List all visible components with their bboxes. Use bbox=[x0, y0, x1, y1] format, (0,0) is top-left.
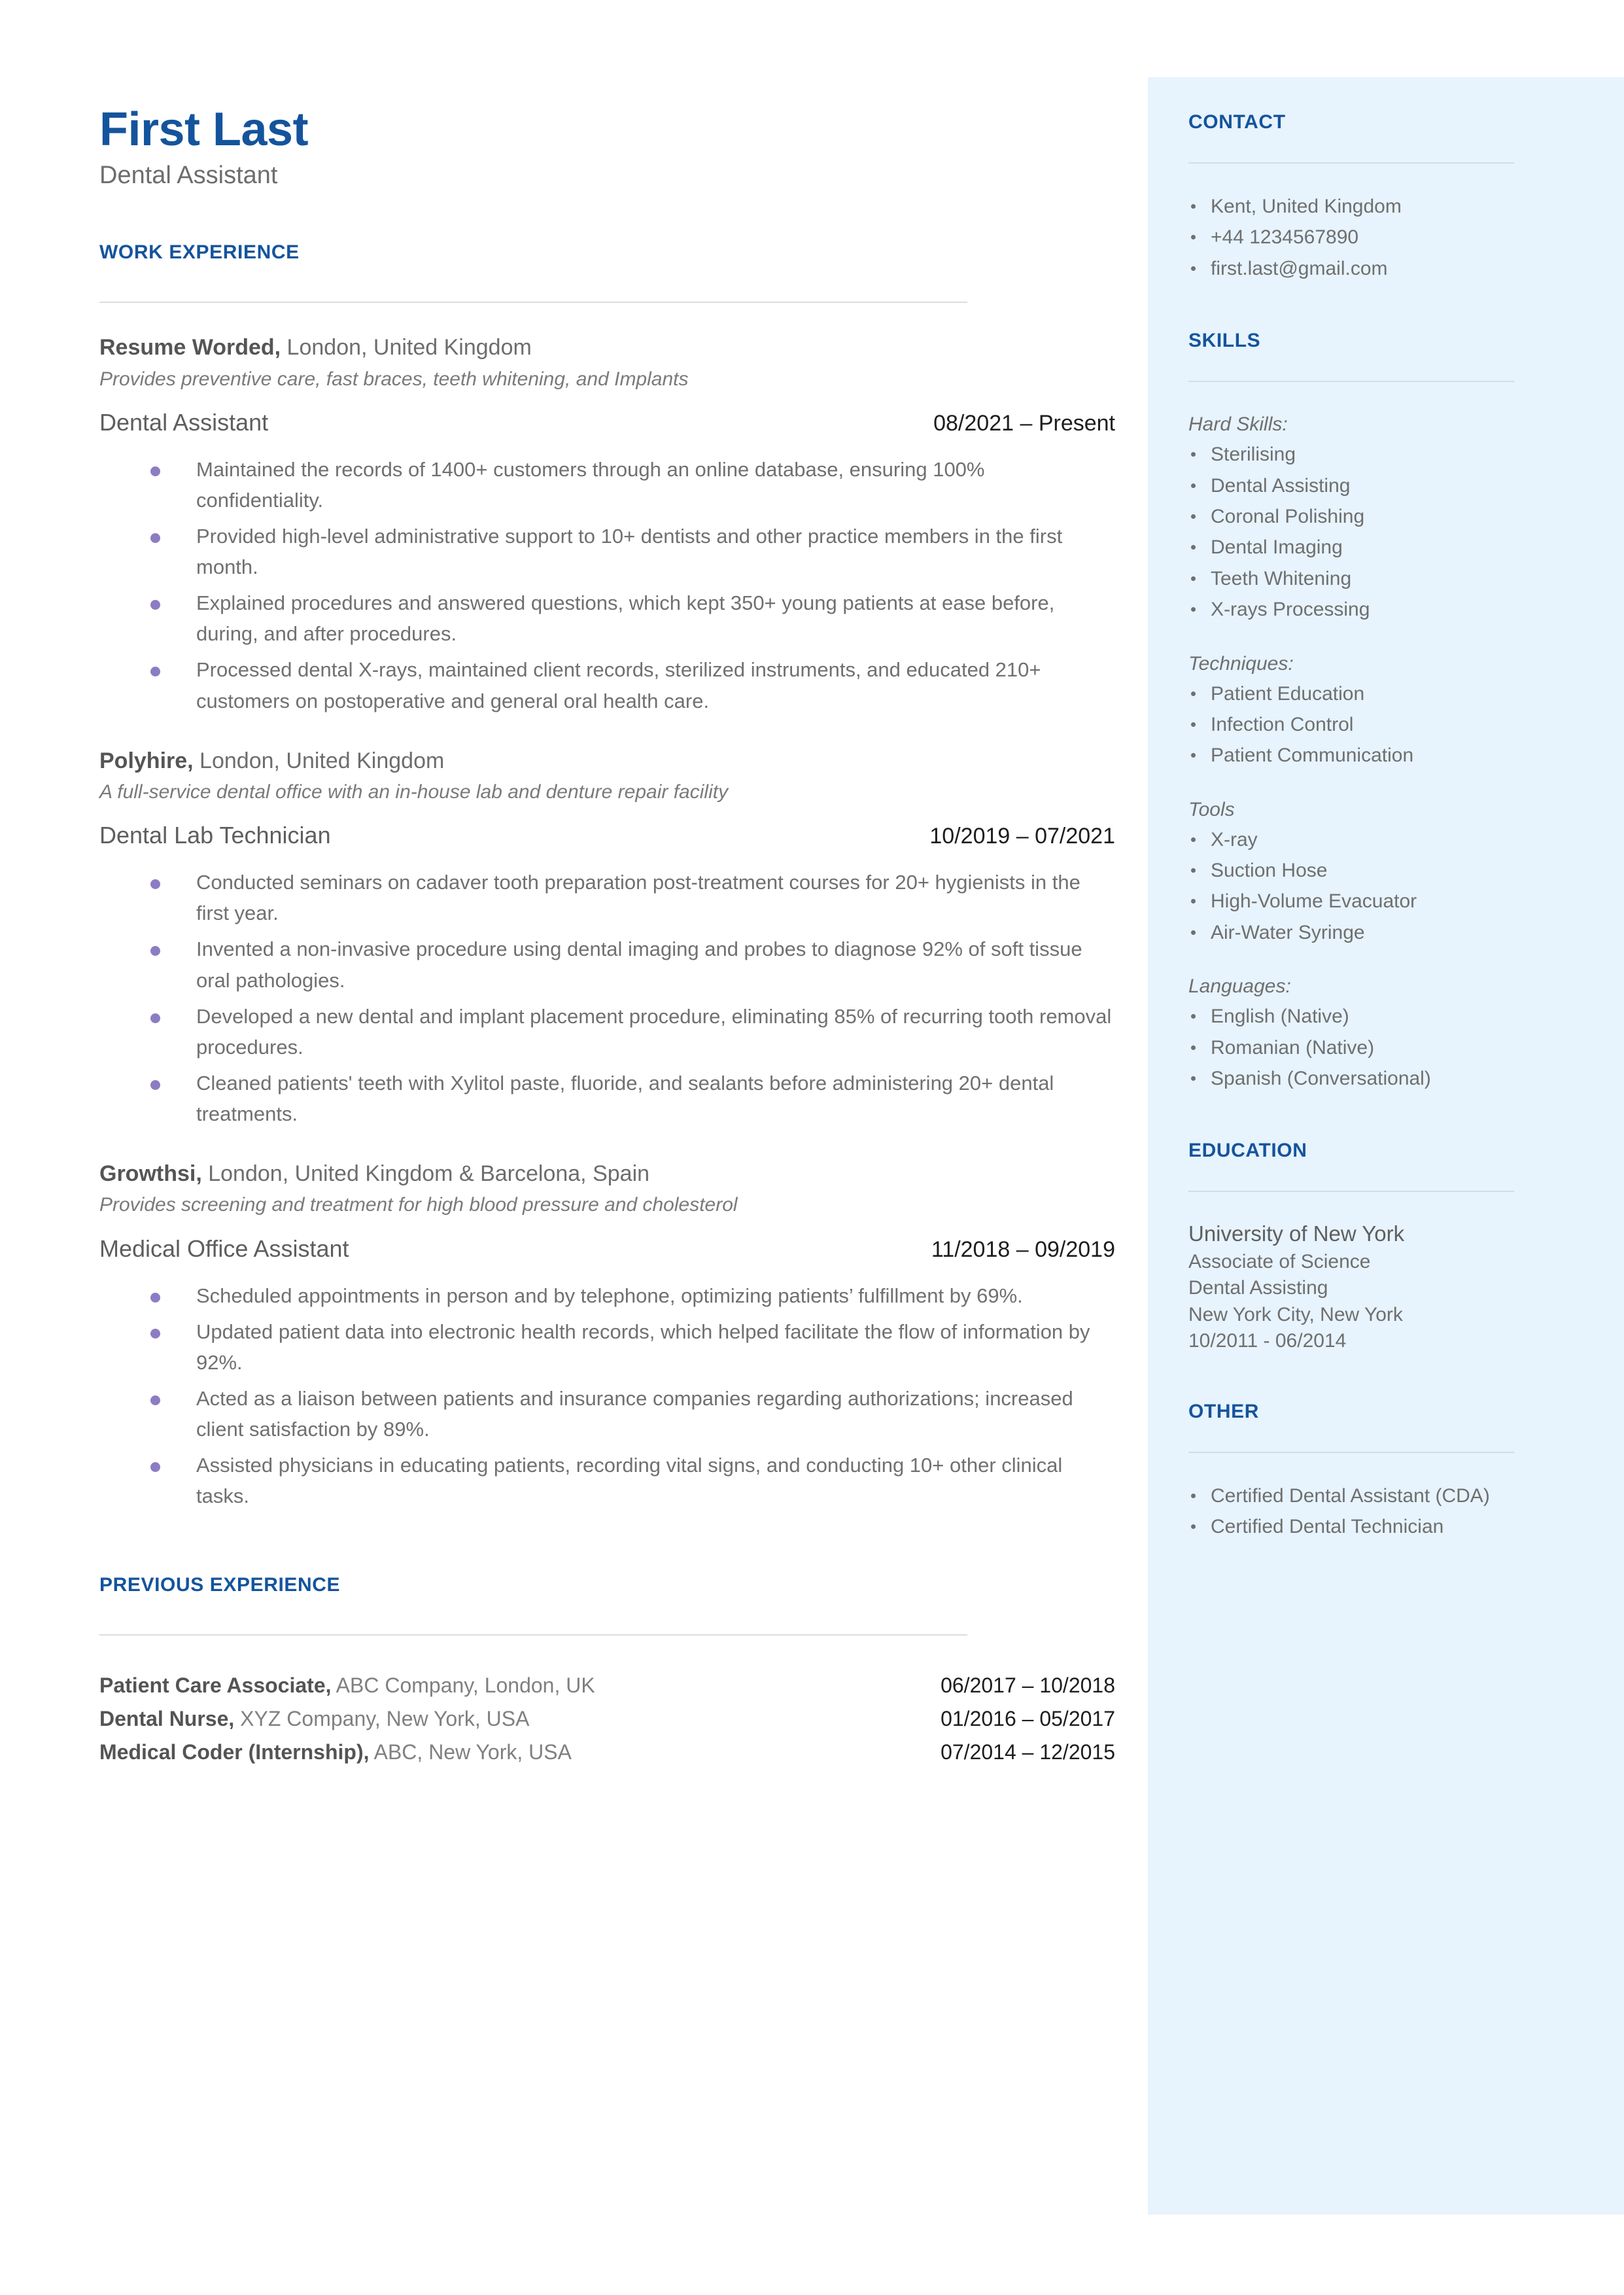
job-bullet bbox=[99, 1383, 1116, 1445]
job-dates: 10/2019 – 07/2021 bbox=[929, 824, 1115, 849]
job-title-row bbox=[99, 821, 1115, 850]
education-school: University of New York bbox=[1188, 1221, 1405, 1246]
skills-group-spacer bbox=[1188, 771, 1594, 795]
education-degree: Associate of Science bbox=[1188, 1250, 1371, 1272]
section-divider-education bbox=[1188, 1191, 1514, 1192]
job-bullet bbox=[99, 1001, 1116, 1062]
contact-item-text: Kent, United Kingdom bbox=[1211, 196, 1402, 217]
bullet-dot-icon bbox=[150, 1293, 160, 1303]
skill-item-text: Dental Assisting bbox=[1211, 474, 1351, 497]
skill-item bbox=[1188, 886, 1594, 917]
job-bullet-text: Developed a new dental and implant placement procedure, eliminating 85% of recurring tooth removal procedures. bbox=[196, 1004, 1112, 1059]
previous-experience-row bbox=[99, 1706, 1115, 1732]
job-bullet-list bbox=[99, 867, 1116, 1129]
other-item-text: Certified Dental Assistant (CDA) bbox=[1211, 1484, 1490, 1507]
section-divider-skills bbox=[1188, 381, 1514, 382]
bullet-dot-icon bbox=[150, 1013, 160, 1023]
skills-list bbox=[1188, 410, 1594, 1094]
section-title-education: EDUCATION bbox=[1188, 1140, 1307, 1162]
skill-item bbox=[1188, 824, 1594, 855]
job-bullet-text: Processed dental X-rays, maintained client records, sterilized instruments, and educated 210+ customers on postoperative and general oral health care. bbox=[196, 658, 1041, 712]
skill-item-text: Infection Control bbox=[1211, 713, 1354, 735]
job-company-line bbox=[99, 333, 1116, 362]
job-bullet bbox=[99, 1316, 1116, 1378]
job-bullet-text: Maintained the records of 1400+ customers through an online database, ensuring 100% confidentiality. bbox=[196, 457, 985, 512]
skill-item-text: Suction Hose bbox=[1211, 860, 1328, 882]
job-company-name: Polyhire, bbox=[99, 748, 194, 773]
job-bullet bbox=[99, 867, 1116, 928]
bullet-dot-icon bbox=[1191, 514, 1196, 519]
bullet-dot-icon bbox=[1191, 1014, 1196, 1019]
skill-item-text: X-rays Processing bbox=[1211, 599, 1370, 621]
contact-list bbox=[1188, 191, 1594, 284]
job-bullet bbox=[99, 1280, 1116, 1311]
job-bullet-text: Conducted seminars on cadaver tooth preparation post-treatment courses for 20+ hygienists in the first year. bbox=[196, 871, 1080, 925]
skill-item bbox=[1188, 594, 1594, 625]
skills-group-label: Tools bbox=[1188, 798, 1235, 820]
skill-item bbox=[1188, 740, 1594, 771]
skills-group-label: Languages: bbox=[1188, 975, 1291, 998]
job-bullet-text: Cleaned patients' teeth with Xylitol paste, fluoride, and sealants before administering 20+ dental treatments. bbox=[196, 1071, 1054, 1125]
contact-item-text: +44 1234567890 bbox=[1211, 226, 1359, 249]
skill-item-text: High-Volume Evacuator bbox=[1211, 890, 1417, 913]
job-bullet bbox=[99, 521, 1116, 582]
contact-item-text: first.last@gmail.com bbox=[1211, 257, 1388, 279]
job-title: Dental Assistant bbox=[99, 409, 269, 436]
job-title: Medical Office Assistant bbox=[99, 1235, 349, 1262]
bullet-dot-icon bbox=[150, 533, 160, 543]
bullet-dot-icon bbox=[150, 466, 160, 476]
bullet-dot-icon bbox=[1191, 204, 1196, 209]
previous-experience-role: Medical Coder (Internship), bbox=[99, 1740, 370, 1764]
previous-experience-role: Dental Nurse, bbox=[99, 1707, 235, 1731]
section-divider-other bbox=[1188, 1452, 1514, 1453]
job-company-line bbox=[99, 746, 1116, 775]
bullet-dot-icon bbox=[1191, 545, 1196, 550]
skill-item bbox=[1188, 439, 1594, 470]
job-company-description: A full-service dental office with an in-house lab and denture repair facility bbox=[99, 780, 729, 803]
previous-experience-row bbox=[99, 1672, 1115, 1699]
other-item bbox=[1188, 1480, 1594, 1511]
skills-group-spacer bbox=[1188, 948, 1594, 972]
work-experience-entry bbox=[99, 746, 1116, 1129]
skill-item bbox=[1188, 855, 1594, 886]
bullet-dot-icon bbox=[1191, 235, 1196, 239]
previous-experience-list bbox=[99, 1672, 1116, 1766]
skill-item bbox=[1188, 532, 1594, 563]
other-item-text: Certified Dental Technician bbox=[1211, 1516, 1444, 1538]
previous-experience-dates: 06/2017 – 10/2018 bbox=[941, 1673, 1115, 1698]
candidate-headline: Dental Assistant bbox=[99, 161, 278, 189]
job-bullet-list bbox=[99, 454, 1116, 716]
sidebar-column bbox=[1188, 111, 1594, 1543]
contact-item bbox=[1188, 191, 1594, 222]
skills-group-list bbox=[1188, 678, 1594, 771]
section-divider-previous-experience bbox=[99, 1634, 967, 1636]
skill-item bbox=[1188, 1032, 1594, 1063]
bullet-dot-icon bbox=[1191, 483, 1196, 488]
job-title-row bbox=[99, 408, 1115, 437]
skill-item bbox=[1188, 1001, 1594, 1032]
skill-item-text: Spanish (Conversational) bbox=[1211, 1068, 1431, 1090]
skills-group-spacer bbox=[1188, 625, 1594, 649]
education-entry bbox=[1188, 1219, 1594, 1355]
bullet-dot-icon bbox=[1191, 1494, 1196, 1498]
job-company-description: Provides preventive care, fast braces, teeth whitening, and Implants bbox=[99, 368, 689, 390]
job-dates: 08/2021 – Present bbox=[933, 411, 1115, 436]
skill-item-text: Sterilising bbox=[1211, 444, 1296, 466]
skills-group-label: Hard Skills: bbox=[1188, 413, 1288, 436]
previous-experience-dates: 01/2016 – 05/2017 bbox=[941, 1707, 1115, 1731]
bullet-dot-icon bbox=[1191, 868, 1196, 873]
bullet-dot-icon bbox=[150, 1329, 160, 1339]
skill-item-text: X-ray bbox=[1211, 828, 1258, 850]
candidate-name: First Last bbox=[99, 103, 309, 156]
section-title-other: OTHER bbox=[1188, 1400, 1259, 1422]
bullet-dot-icon bbox=[1191, 1045, 1196, 1050]
job-dates: 11/2018 – 09/2019 bbox=[931, 1236, 1115, 1262]
job-company-name: Resume Worded, bbox=[99, 335, 281, 360]
bullet-dot-icon bbox=[1191, 452, 1196, 457]
section-title-contact: CONTACT bbox=[1188, 111, 1286, 133]
skill-item bbox=[1188, 501, 1594, 532]
other-list bbox=[1188, 1480, 1594, 1543]
bullet-dot-icon bbox=[1191, 1524, 1196, 1529]
skill-item bbox=[1188, 470, 1594, 501]
bullet-dot-icon bbox=[1191, 607, 1196, 612]
skill-item-text: English (Native) bbox=[1211, 1006, 1349, 1028]
skill-item bbox=[1188, 1063, 1594, 1094]
previous-experience-role: Patient Care Associate, bbox=[99, 1673, 332, 1698]
education-dates: 10/2011 - 06/2014 bbox=[1188, 1330, 1347, 1352]
bullet-dot-icon bbox=[150, 879, 160, 889]
skill-item bbox=[1188, 709, 1594, 740]
job-title: Dental Lab Technician bbox=[99, 822, 331, 849]
job-bullet-text: Scheduled appointments in person and by telephone, optimizing patients’ fulfillment by 69%. bbox=[196, 1284, 1023, 1307]
job-title-row bbox=[99, 1235, 1115, 1263]
job-company-name: Growthsi, bbox=[99, 1161, 202, 1187]
job-bullet bbox=[99, 1068, 1116, 1129]
work-experience-entry bbox=[99, 1159, 1116, 1511]
skill-item bbox=[1188, 678, 1594, 709]
job-bullet-text: Acted as a liaison between patients and insurance companies regarding authorizations; increased client satisfaction by 89%. bbox=[196, 1386, 1073, 1441]
main-column bbox=[99, 105, 1116, 1772]
previous-experience-role-line bbox=[99, 1706, 529, 1732]
skill-item-text: Air-Water Syringe bbox=[1211, 921, 1365, 943]
skills-group-list bbox=[1188, 439, 1594, 625]
education-field: Dental Assisting bbox=[1188, 1277, 1328, 1299]
previous-experience-role-line bbox=[99, 1739, 572, 1766]
bullet-dot-icon bbox=[1191, 899, 1196, 903]
bullet-dot-icon bbox=[1191, 1076, 1196, 1081]
bullet-dot-icon bbox=[150, 667, 160, 676]
job-bullet bbox=[99, 454, 1116, 516]
bullet-dot-icon bbox=[1191, 576, 1196, 581]
section-title-skills: SKILLS bbox=[1188, 330, 1261, 352]
bullet-dot-icon bbox=[1191, 722, 1196, 727]
contact-item bbox=[1188, 222, 1594, 253]
bullet-dot-icon bbox=[150, 600, 160, 610]
education-location: New York City, New York bbox=[1188, 1303, 1403, 1325]
skills-group-label: Techniques: bbox=[1188, 652, 1294, 674]
skill-item bbox=[1188, 563, 1594, 594]
job-company-location: London, United Kingdom bbox=[281, 335, 532, 360]
skill-item-text: Coronal Polishing bbox=[1211, 505, 1365, 527]
job-bullet-text: Invented a non-invasive procedure using dental imaging and probes to diagnose 92% of soft tissue oral pathologies. bbox=[196, 937, 1082, 992]
bullet-dot-icon bbox=[1191, 930, 1196, 935]
skill-item-text: Patient Communication bbox=[1211, 745, 1414, 767]
section-divider-work-experience bbox=[99, 302, 967, 303]
skill-item-text: Patient Education bbox=[1211, 682, 1365, 705]
skill-item bbox=[1188, 917, 1594, 948]
bullet-dot-icon bbox=[1191, 837, 1196, 842]
previous-experience-row bbox=[99, 1739, 1115, 1766]
bullet-dot-icon bbox=[150, 946, 160, 956]
bullet-dot-icon bbox=[1191, 266, 1196, 271]
previous-experience-company: ABC Company, London, UK bbox=[331, 1673, 595, 1698]
other-item bbox=[1188, 1511, 1594, 1542]
job-bullet bbox=[99, 654, 1116, 716]
section-title-work-experience: WORK EXPERIENCE bbox=[99, 241, 300, 264]
skill-item-text: Dental Imaging bbox=[1211, 536, 1343, 559]
job-bullet-text: Provided high-level administrative support to 10+ dentists and other practice members in the first month. bbox=[196, 525, 1063, 579]
previous-experience-company: XYZ Company, New York, USA bbox=[234, 1707, 530, 1731]
bullet-dot-icon bbox=[150, 1462, 160, 1472]
work-experience-list bbox=[99, 333, 1116, 1511]
job-company-location: London, United Kingdom bbox=[193, 748, 445, 773]
job-company-description: Provides screening and treatment for high blood pressure and cholesterol bbox=[99, 1194, 738, 1216]
job-bullet bbox=[99, 587, 1116, 649]
job-bullet-text: Assisted physicians in educating patients, recording vital signs, and conducting 10+ other clinical tasks. bbox=[196, 1454, 1063, 1508]
job-bullet bbox=[99, 1450, 1116, 1511]
job-company-location: London, United Kingdom & Barcelona, Spain bbox=[201, 1161, 650, 1187]
work-experience-entry bbox=[99, 333, 1116, 716]
skill-item-text: Teeth Whitening bbox=[1211, 567, 1352, 589]
job-company-line bbox=[99, 1159, 1116, 1188]
bullet-dot-icon bbox=[1191, 692, 1196, 696]
skills-group-list bbox=[1188, 824, 1594, 949]
bullet-dot-icon bbox=[150, 1080, 160, 1090]
previous-experience-role-line bbox=[99, 1672, 595, 1699]
job-bullet bbox=[99, 934, 1116, 995]
section-divider-contact bbox=[1188, 162, 1514, 164]
job-bullet-text: Explained procedures and answered questions, which kept 350+ young patients at ease before, during, and after procedures. bbox=[196, 591, 1055, 646]
section-title-previous-experience: PREVIOUS EXPERIENCE bbox=[99, 1574, 341, 1596]
previous-experience-dates: 07/2014 – 12/2015 bbox=[941, 1740, 1115, 1764]
job-bullet-list bbox=[99, 1280, 1116, 1512]
previous-experience-company: ABC, New York, USA bbox=[369, 1740, 572, 1764]
contact-item bbox=[1188, 253, 1594, 284]
job-bullet-text: Updated patient data into electronic health records, which helped facilitate the flow of information by 92%. bbox=[196, 1320, 1090, 1374]
skill-item-text: Romanian (Native) bbox=[1211, 1036, 1375, 1059]
skills-group-list bbox=[1188, 1001, 1594, 1094]
bullet-dot-icon bbox=[150, 1395, 160, 1405]
bullet-dot-icon bbox=[1191, 753, 1196, 758]
